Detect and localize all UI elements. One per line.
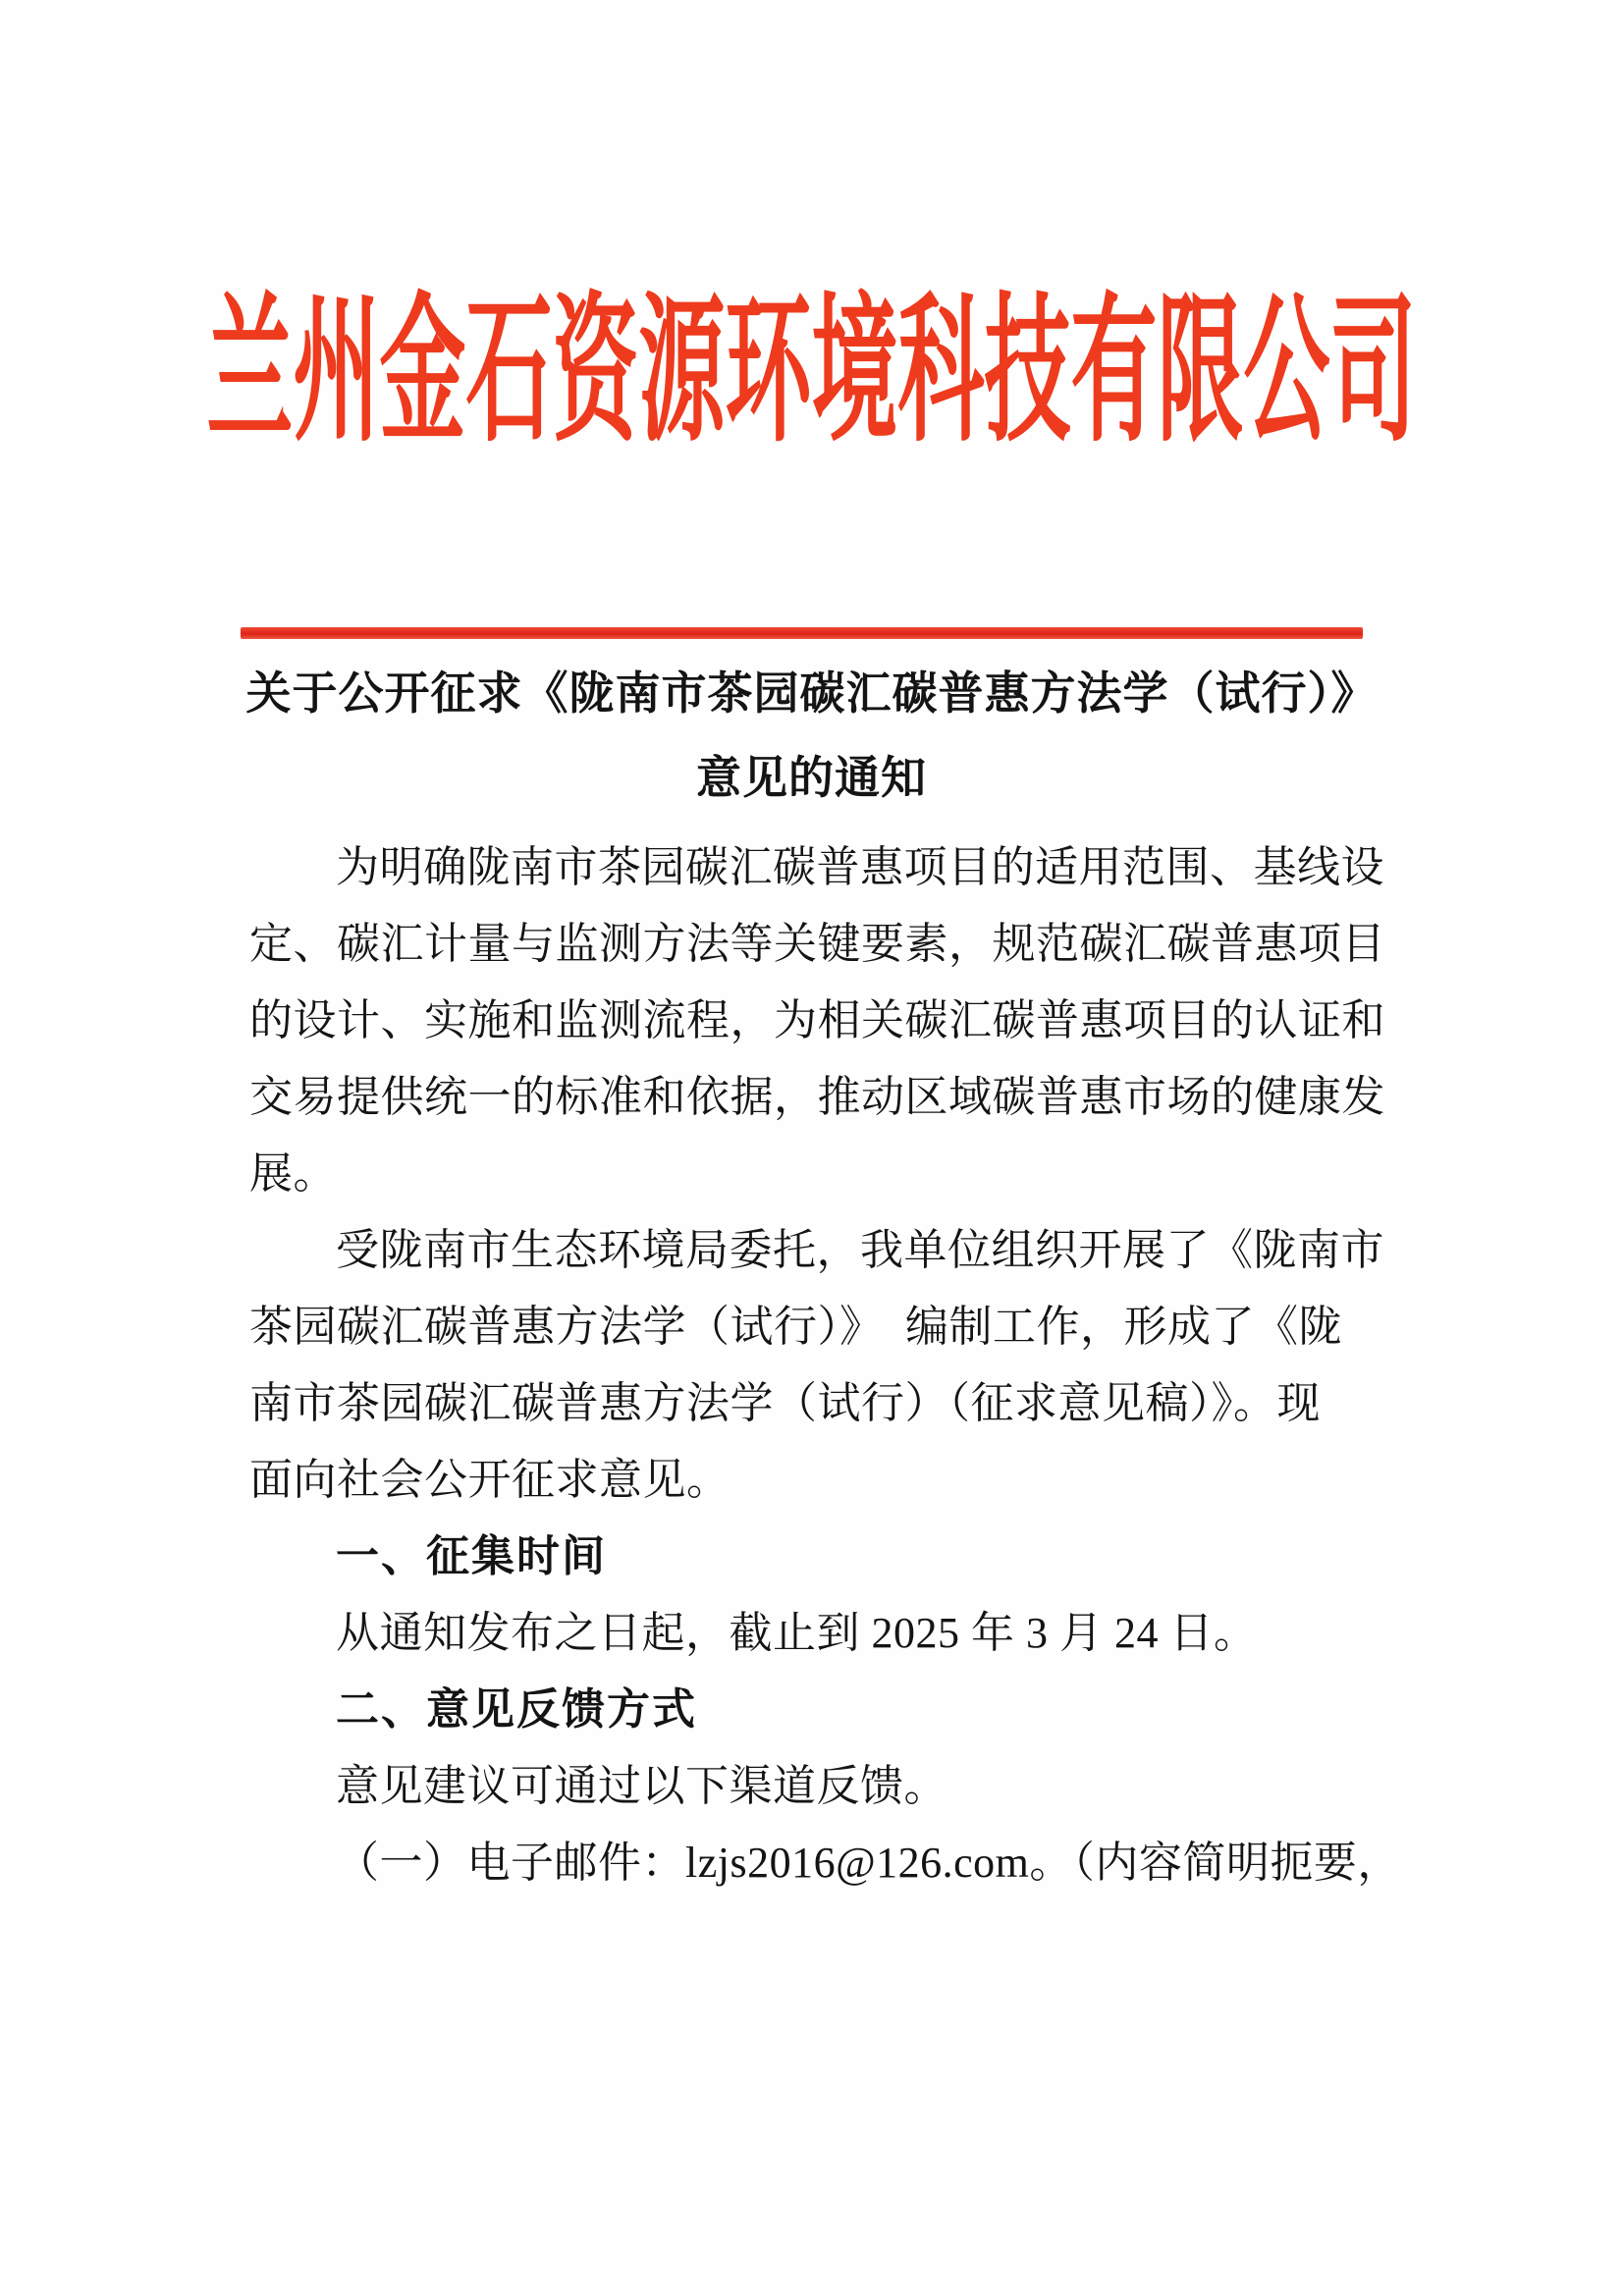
document-line: 从通知发布之日起，截止到 2025 年 3 月 24 日。 (336, 1609, 1258, 1657)
document-line: 南市茶园碳汇碳普惠方法学（试行）（征求意见稿）》。现 (249, 1379, 1321, 1427)
document-line: 二、意见反馈方式 (336, 1685, 697, 1734)
document-title-line1: 关于公开征求《陇南市茶园碳汇碳普惠方法学（试行）》 (245, 668, 1378, 719)
document-line: 面向社会公开征求意见。 (249, 1456, 730, 1504)
document-line: 为明确陇南市茶园碳汇碳普惠项目的适用范围、基线设 (336, 843, 1384, 891)
document-line: 定、碳汇计量与监测方法等关键要素，规范碳汇碳普惠项目 (249, 920, 1385, 968)
document-line: 意见建议可通过以下渠道反馈。 (336, 1762, 947, 1810)
company-letterhead: 兰州金石资源环境科技有限公司 (206, 286, 1417, 462)
document-line: 茶园碳汇碳普惠方法学（试行）》 编制工作，形成了《陇 (249, 1303, 1342, 1351)
document-line: 受陇南市生态环境局委托，我单位组织开展了《陇南市 (336, 1226, 1384, 1274)
red-divider-line (241, 627, 1363, 639)
document-body (249, 829, 1404, 1901)
document-line: 一、征集时间 (336, 1532, 607, 1580)
document-line: （一）电子邮件：lzjs2016@126.com。（内容简明扼要， (336, 1839, 1401, 1887)
document-title (0, 652, 1623, 821)
document-title-line2: 意见的通知 (696, 753, 927, 803)
document-line: 的设计、实施和监测流程，为相关碳汇碳普惠项目的认证和 (249, 996, 1385, 1044)
document-line: 展。 (249, 1149, 337, 1198)
document-line: 交易提供统一的标准和依据，推动区域碳普惠市场的健康发 (249, 1073, 1385, 1121)
